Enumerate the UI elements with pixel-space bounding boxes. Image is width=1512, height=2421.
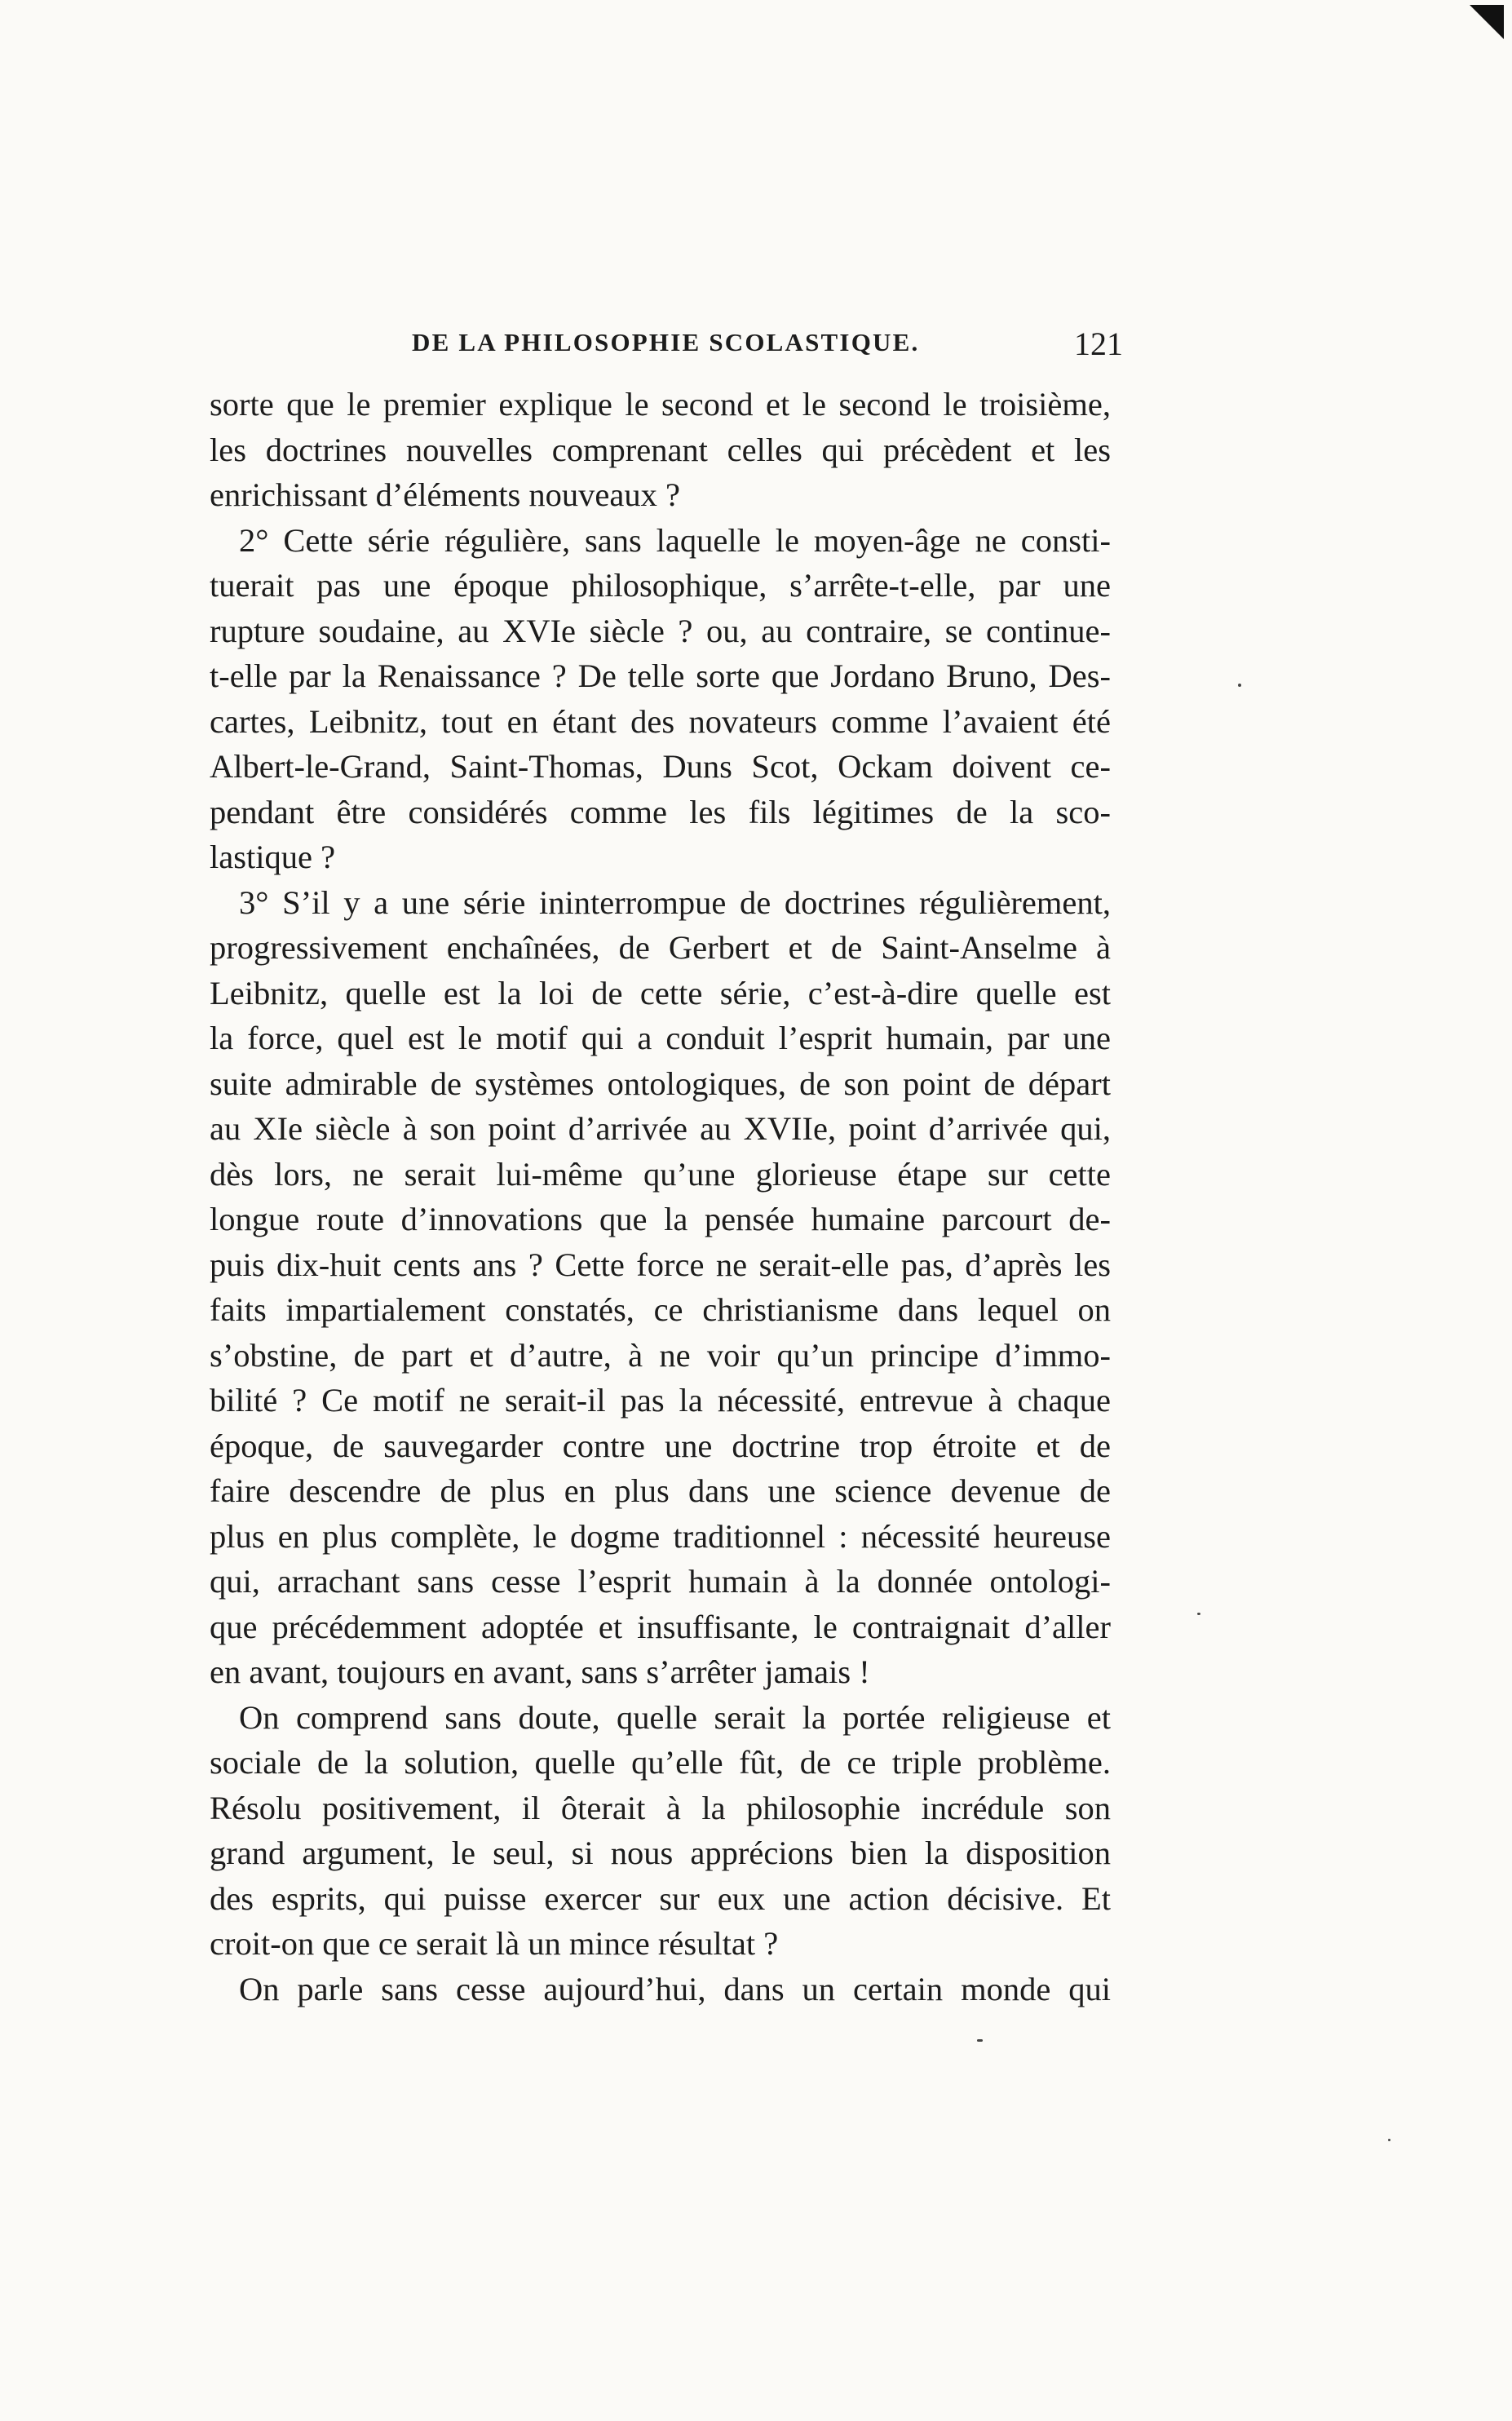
- text-line: On parle sans cesse aujourd’hui, dans un certain monde qui: [239, 1970, 1111, 2007]
- text-line: lastique ?: [210, 839, 336, 875]
- text-line: tuerait pas une époque philosophique, s’arrête-t-elle, par une: [210, 567, 1111, 604]
- text-line: époque, de sauvegarder contre une doctrine trop étroite et de: [210, 1427, 1111, 1464]
- text-line: croit-on que ce serait là un mince résultat ?: [210, 1925, 779, 1962]
- text-line: dès lors, ne serait lui-même qu’une glorieuse étape sur cette: [210, 1155, 1111, 1193]
- text-line: Résolu positivement, il ôterait à la philosophie incrédule son: [210, 1789, 1111, 1826]
- page-number: 121: [1074, 325, 1123, 362]
- text-line: en avant, toujours en avant, sans s’arrêter jamais !: [210, 1653, 870, 1690]
- text-line: suite admirable de systèmes ontologiques, de son point de départ: [210, 1064, 1111, 1102]
- text-line: On comprend sans doute, quelle serait la portée religieuse et: [239, 1698, 1111, 1736]
- text-line: sorte que le premier explique le second et le second le troisième,: [210, 386, 1111, 423]
- text-line: longue route d’innovations que la pensée humaine parcourt de-: [210, 1201, 1111, 1237]
- text-line: faire descendre de plus en plus dans une science devenue de: [210, 1472, 1111, 1509]
- text-line: pendant être considérés comme les fils légitimes de la sco-: [210, 793, 1111, 830]
- text-line: les doctrines nouvelles comprenant celles qui précèdent et les: [210, 431, 1111, 468]
- text-line: rupture soudaine, au XVIe siècle ? ou, au contraire, se continue-: [210, 612, 1111, 649]
- text-line: plus en plus complète, le dogme traditionnel : nécessité heureuse: [210, 1517, 1111, 1555]
- scan-speck: [1238, 684, 1241, 687]
- text-line: bilité ? Ce motif ne serait-il pas la nécessité, entrevue à chaque: [210, 1382, 1111, 1419]
- text-line: faits impartialement constatés, ce christianisme dans lequel on: [210, 1291, 1111, 1328]
- scan-speck: [1197, 1613, 1200, 1615]
- running-title: DE LA PHILOSOPHIE SCOLASTIQUE.: [412, 328, 920, 356]
- running-head: [412, 325, 1130, 365]
- scan-speck: [977, 2039, 983, 2042]
- body-text: [210, 382, 1111, 2012]
- text-line: au XIe siècle à son point d’arrivée au XVIIe, point d’arrivée qui,: [210, 1110, 1111, 1147]
- text-line: sociale de la solution, quelle qu’elle fût, de ce triple problème.: [210, 1744, 1111, 1781]
- text-line: 2° Cette série régulière, sans laquelle le moyen-âge ne consti-: [239, 521, 1111, 559]
- scan-corner-mark: [1470, 5, 1504, 39]
- text-line: la force, quel est le motif qui a conduit l’esprit humain, par une: [210, 1020, 1111, 1056]
- text-line: enrichissant d’éléments nouveaux ?: [210, 476, 680, 513]
- text-line: qui, arrachant sans cesse l’esprit humain à la donnée ontologi-: [210, 1563, 1111, 1600]
- text-line: puis dix-huit cents ans ? Cette force ne serait-elle pas, d’après les: [210, 1246, 1111, 1283]
- text-line: cartes, Leibnitz, tout en étant des novateurs comme l’avaient été: [210, 702, 1111, 740]
- text-line: 3° S’il y a une série ininterrompue de doctrines régulièrement,: [239, 883, 1111, 921]
- text-line: grand argument, le seul, si nous apprécions bien la disposition: [210, 1835, 1111, 1871]
- text-line: que précédemment adoptée et insuffisante, le contraignait d’aller: [210, 1608, 1111, 1645]
- text-line: Leibnitz, quelle est la loi de cette série, c’est-à-dire quelle est: [210, 974, 1111, 1011]
- text-line: des esprits, qui puisse exercer sur eux une action décisive. Et: [210, 1879, 1111, 1917]
- text-line: Albert-le-Grand, Saint-Thomas, Duns Scot, Ockam doivent ce-: [210, 748, 1111, 785]
- text-line: progressivement enchaînées, de Gerbert et de Saint-Anselme à: [210, 929, 1111, 966]
- scan-speck: [1388, 2139, 1390, 2141]
- text-line: t-elle par la Renaissance ? De telle sorte que Jordano Bruno, Des-: [210, 657, 1111, 694]
- text-line: s’obstine, de part et d’autre, à ne voir qu’un principe d’immo-: [210, 1336, 1111, 1374]
